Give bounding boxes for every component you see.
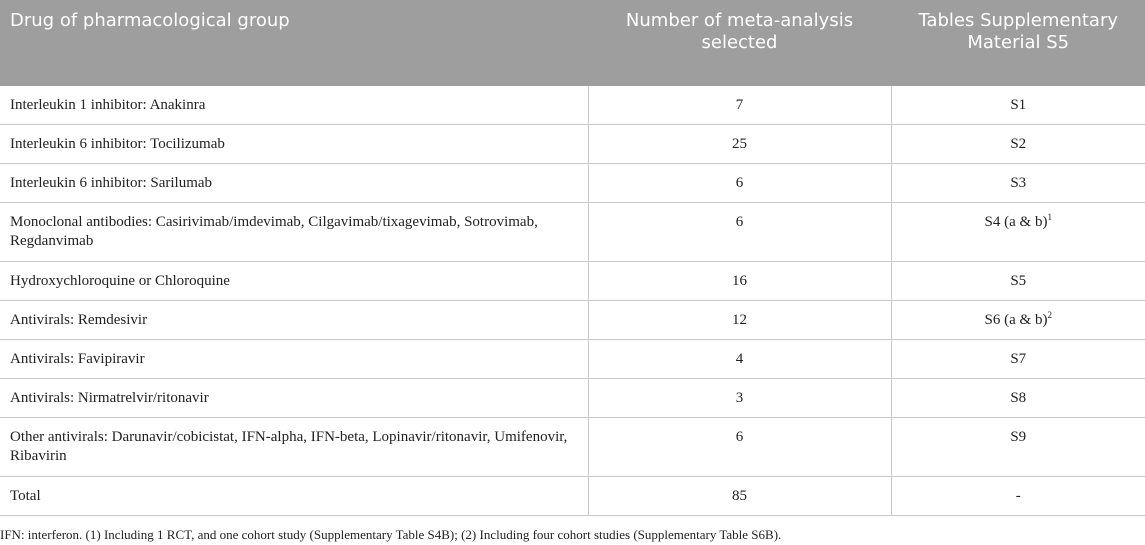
number-cell: 85 — [588, 477, 891, 516]
table-ref-text: S7 — [1010, 351, 1027, 367]
table-row — [0, 203, 1145, 262]
drug-cell: Interleukin 6 inhibitor: Tocilizumab — [0, 125, 588, 164]
header-supplementary-tables: Tables Supplementary Material S5 — [891, 1, 1145, 86]
drug-cell: Antivirals: Remdesivir — [0, 301, 588, 340]
table-ref-cell — [891, 86, 1145, 125]
number-cell: 16 — [588, 262, 891, 301]
table-row — [0, 340, 1145, 379]
table-ref-text: S2 — [1010, 136, 1027, 152]
number-cell: 25 — [588, 125, 891, 164]
drug-cell: Other antivirals: Darunavir/cobicistat, IFN-alpha, IFN-beta, Lopinavir/ritonavir, Umifenovir, Ribavirin — [0, 418, 588, 477]
number-cell: 3 — [588, 379, 891, 418]
table-ref-cell — [891, 340, 1145, 379]
table-row — [0, 262, 1145, 301]
number-cell: 7 — [588, 86, 891, 125]
table-row — [0, 301, 1145, 340]
table-ref-text: S4 (a & b) — [984, 214, 1048, 230]
table-footnote: IFN: interferon. (1) Including 1 RCT, and one cohort study (Supplementary Table S4B); (2) Including four cohort studies (Supplementary Table S6B). — [0, 527, 782, 542]
table-row — [0, 379, 1145, 418]
number-cell: 6 — [588, 164, 891, 203]
number-cell: 4 — [588, 340, 891, 379]
drug-cell: Antivirals: Nirmatrelvir/ritonavir — [0, 379, 588, 418]
table-row — [0, 86, 1145, 125]
drug-cell: Total — [0, 477, 588, 516]
total-row — [0, 477, 1145, 516]
table-ref-cell — [891, 379, 1145, 418]
number-cell: 12 — [588, 301, 891, 340]
table-ref-cell — [891, 477, 1145, 516]
footnote-marker: 1 — [1047, 212, 1052, 222]
table-ref-cell — [891, 262, 1145, 301]
drug-cell: Antivirals: Favipiravir — [0, 340, 588, 379]
table-ref-text: S3 — [1010, 175, 1027, 191]
table-ref-cell — [891, 203, 1145, 262]
table-ref-cell — [891, 125, 1145, 164]
table-row — [0, 164, 1145, 203]
table-ref-text: S8 — [1010, 390, 1027, 406]
drug-cell: Interleukin 1 inhibitor: Anakinra — [0, 86, 588, 125]
number-cell: 6 — [588, 203, 891, 262]
number-cell: 6 — [588, 418, 891, 477]
header-number-meta-analysis: Number of meta-analysis selected — [588, 1, 891, 86]
header-drug-group: Drug of pharmacological group — [0, 1, 588, 86]
table-ref-text: S6 (a & b) — [984, 312, 1048, 328]
table-row — [0, 125, 1145, 164]
header-row — [0, 1, 1145, 86]
table-row — [0, 418, 1145, 477]
table-ref-cell — [891, 301, 1145, 340]
drug-cell: Interleukin 6 inhibitor: Sarilumab — [0, 164, 588, 203]
table-ref-text: S5 — [1010, 273, 1027, 289]
footnote-marker: 2 — [1047, 310, 1052, 320]
drug-cell: Hydroxychloroquine or Chloroquine — [0, 262, 588, 301]
drug-cell: Monoclonal antibodies: Casirivimab/imdevimab, Cilgavimab/tixagevimab, Sotrovimab, Regdanvimab — [0, 203, 588, 262]
table-ref-text: S1 — [1010, 97, 1027, 113]
table-ref-text: - — [1015, 488, 1021, 504]
table-ref-text: S9 — [1010, 429, 1027, 445]
table-ref-cell — [891, 418, 1145, 477]
table-ref-cell — [891, 164, 1145, 203]
